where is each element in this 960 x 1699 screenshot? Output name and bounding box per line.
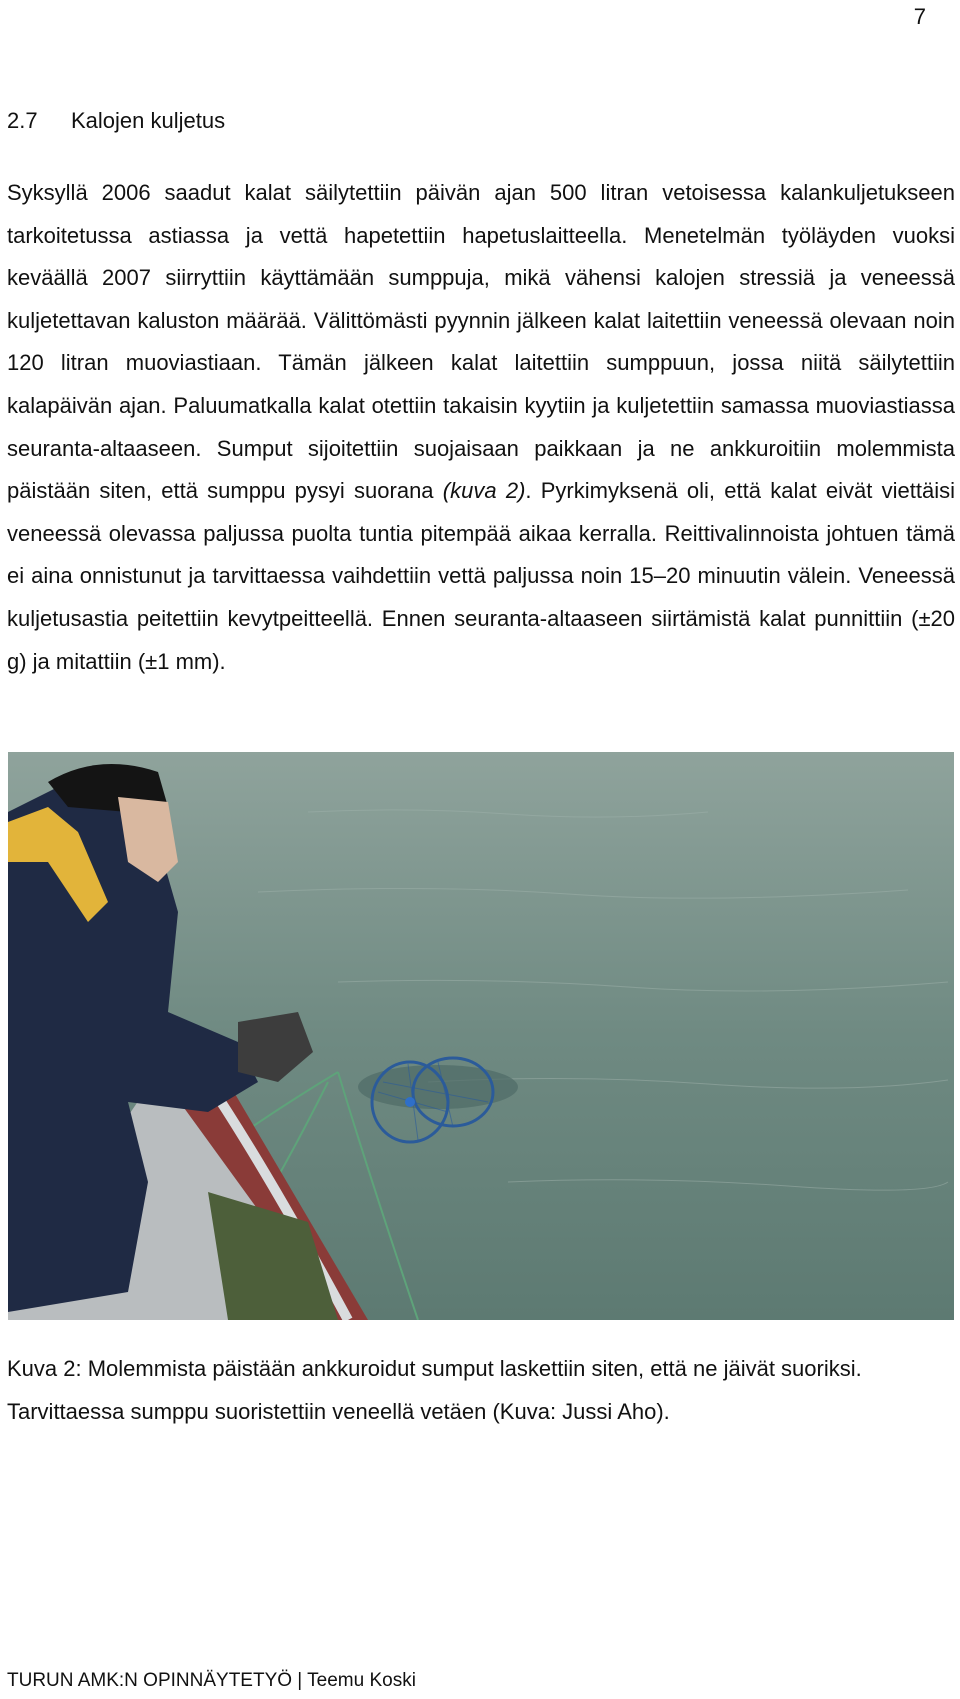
figure-photo [8, 752, 954, 1320]
section-title: Kalojen kuljetus [71, 108, 226, 133]
body-text-part-1: Syksyllä 2006 saadut kalat säilytettiin päivän ajan 500 litran vetoisessa kalankuljetukseen tarkoitetussa astiassa ja vettä hapetettiin hapetuslaitteella. Menetelmän työläyden vuoksi keväällä 2007 siirryttiin käyttämään sumppuja, mikä vähensi kalojen stressiä ja veneessä kuljetettavan kaluston määrää. Välittömästi pyynnin jälkeen kalat laitettiin veneessä olevaan noin 120 litran muoviastiaan. Tämän jälkeen kalat laitettiin sumppuun, jossa niitä säilytettiin kalapäivän ajan. Paluumatkalla kalat otettiin takaisin kyytiin ja kuljetettiin samassa muoviastiassa seuranta-altaaseen. Sumput sijoitettiin suojaisaan paikkaan ja ne ankkuroitiin molemmista päistään siten, että sumppu pysyi suorana [7, 180, 955, 504]
page-number: 7 [913, 4, 926, 29]
body-paragraph [7, 172, 955, 683]
section-heading [7, 108, 225, 134]
net-center [405, 1097, 415, 1107]
fishing-photo-illustration [8, 752, 954, 1320]
figure-caption: Kuva 2: Molemmista päistään ankkuroidut sumput laskettiin siten, että ne jäivät suoriksi. Tarvittaessa sumppu suoristettiin veneellä vetäen (Kuva: Jussi Aho). [7, 1356, 862, 1424]
page-footer: TURUN AMK:N OPINNÄYTETYÖ | Teemu Koski [7, 1670, 416, 1691]
section-number: 2.7 [7, 108, 38, 133]
body-text-part-2: . Pyrkimyksenä oli, että kalat eivät viettäisi veneessä olevassa paljussa puolta tuntia pitempää aikaa kerralla. Reittivalinnoista johtuen tämä ei aina onnistunut ja tarvittaessa vaihdettiin vettä paljussa noin 15–20 minuutin välein. Veneessä kuljetusastia peitettiin kevytpeitteellä. Ennen seuranta-altaaseen siirtämistä kalat punnittiin (±20 g) ja mitattiin (±1 mm). [7, 478, 955, 674]
figure-reference: (kuva 2) [442, 478, 526, 504]
